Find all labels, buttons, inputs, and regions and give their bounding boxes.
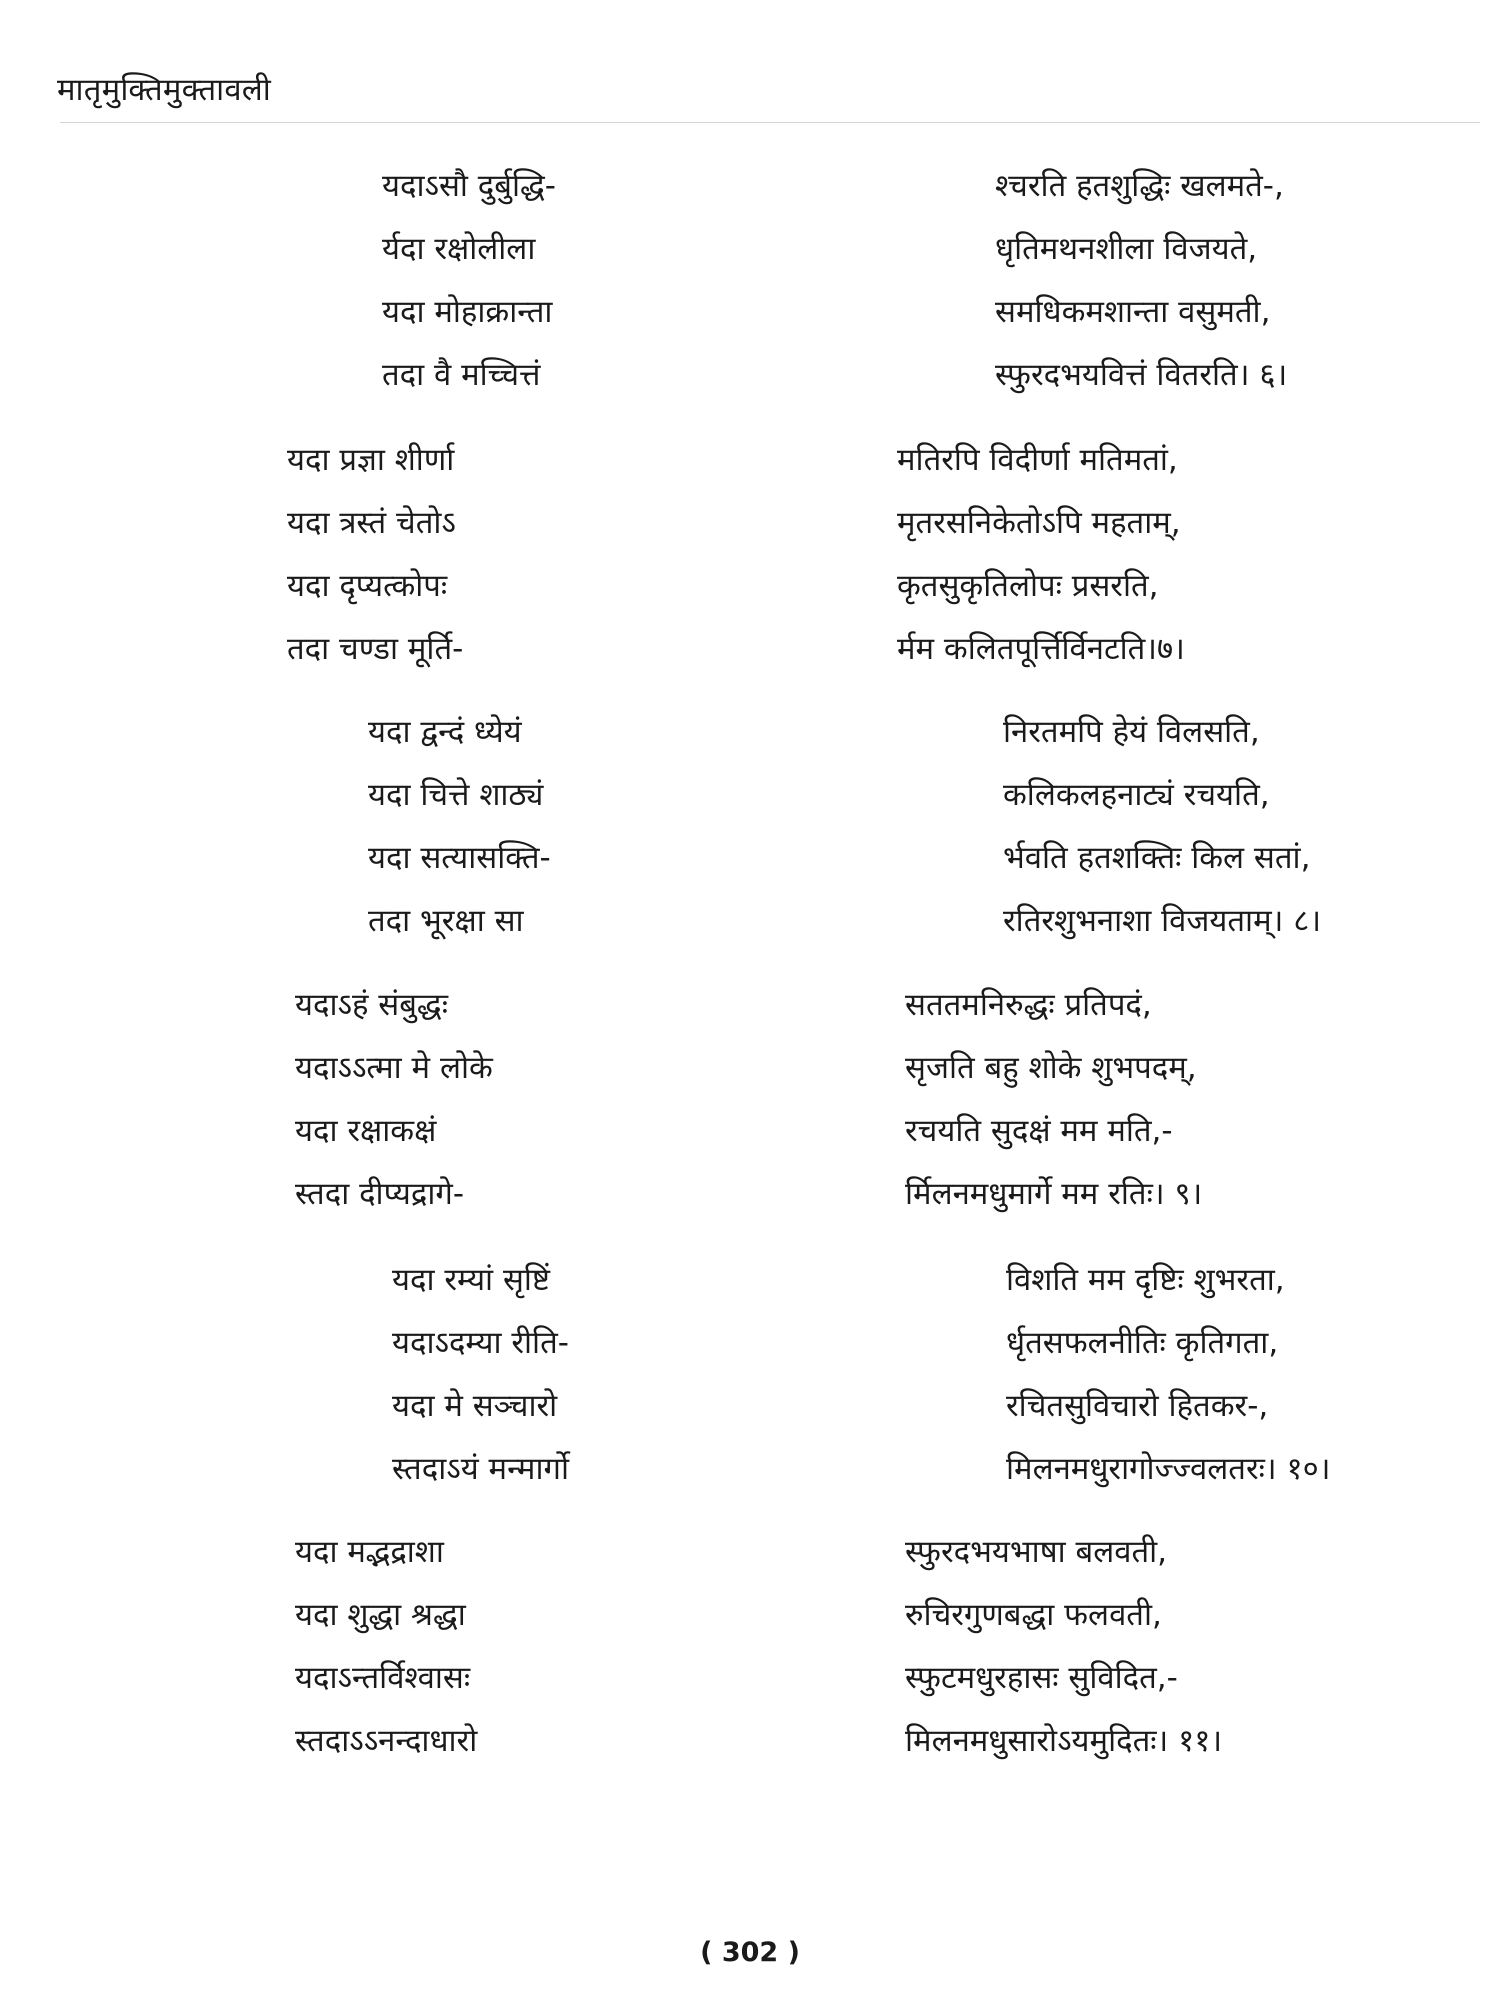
verse-line-second-half: सृजति बहु शोके शुभपदम्, [905, 1050, 1197, 1086]
verse-line-second-half: मिलनमधुसारोऽयमुदितः। ११। [905, 1723, 1223, 1759]
verse-line [0, 1386, 1500, 1449]
verse-line-second-half: कृतसुकृतिलोपः प्रसरति, [897, 568, 1159, 604]
header-rule [60, 122, 1480, 123]
verse-line-first-half: र्यदा रक्षोलीला [382, 231, 536, 267]
verse-line-second-half: रतिरशुभनाशा विजयताम्। ८। [1003, 903, 1322, 939]
verse-line [0, 229, 1500, 292]
verse-line-first-half: यदा रम्यां सृष्टिं [392, 1262, 551, 1298]
verse-line-first-half: यदा सत्यासक्ति- [368, 840, 551, 876]
verse-line [0, 1449, 1500, 1512]
verse-line-first-half: स्तदा दीप्यद्रागे- [295, 1176, 465, 1212]
verse-7 [0, 440, 1500, 692]
verse-line-first-half: यदा चित्ते शाठ्यं [368, 777, 544, 813]
verse-line-first-half: यदा द्वन्दं ध्येयं [368, 714, 522, 750]
verse-line-second-half: र्मिलनमधुमार्गे मम रतिः। ९। [905, 1176, 1203, 1212]
verse-line [0, 1111, 1500, 1174]
verse-line-first-half: यदाऽहं संबुद्धः [295, 987, 448, 1023]
verse-line-first-half: यदा मे सञ्चारो [392, 1388, 558, 1424]
verse-line-second-half: स्फुरदभयवित्तं वितरति। ६। [995, 357, 1288, 393]
running-head: मातृमुक्तिमुक्तावली [57, 72, 272, 108]
verse-line [0, 355, 1500, 418]
verse-line-first-half: यदाऽदम्या रीति- [392, 1325, 569, 1361]
verse-line [0, 1658, 1500, 1721]
verse-line [0, 1260, 1500, 1323]
verse-line-second-half: र्मम कलितपूर्त्तिर्विनटति।७। [897, 631, 1185, 667]
verse-line [0, 1595, 1500, 1658]
verse-line [0, 1174, 1500, 1237]
verse-line [0, 838, 1500, 901]
verse-line-first-half: यदा मद्भद्राशा [295, 1534, 444, 1570]
verse-line-second-half: र्भवति हतशक्तिः किल सतां, [1003, 840, 1311, 876]
verse-11 [0, 1532, 1500, 1784]
verse-line-first-half: यदा दृप्यत्कोपः [287, 568, 448, 604]
verse-line [0, 775, 1500, 838]
verse-line-second-half: धृतिमथनशीला विजयते, [995, 231, 1258, 267]
verse-line-first-half: स्तदाऽयं मन्मार्गो [392, 1451, 569, 1487]
verse-line-first-half: यदा मोहाक्रान्ता [382, 294, 553, 330]
verse-line-second-half: श्चरति हतशुद्धिः खलमते-, [995, 168, 1284, 204]
verse-9 [0, 985, 1500, 1237]
verse-10 [0, 1260, 1500, 1512]
verse-line [0, 1532, 1500, 1595]
page-number: ( 302 ) [700, 1937, 800, 1968]
verse-line [0, 901, 1500, 964]
verse-line-first-half: यदा त्रस्तं चेतोऽ [287, 505, 456, 541]
verse-line-second-half: स्फुरदभयभाषा बलवती, [905, 1534, 1168, 1570]
verse-line [0, 629, 1500, 692]
verse-line-second-half: रुचिरगुणबद्धा फलवती, [905, 1597, 1162, 1633]
verse-line-first-half: यदाऽऽत्मा मे लोके [295, 1050, 493, 1086]
verse-line-first-half: स्तदाऽऽनन्दाधारो [295, 1723, 478, 1759]
verse-line [0, 985, 1500, 1048]
verse-line-second-half: मृतरसनिकेतोऽपि महताम्, [897, 505, 1181, 541]
verse-line-second-half: मतिरपि विदीर्णा मतिमतां, [897, 442, 1178, 478]
verse-line [0, 1721, 1500, 1784]
verse-line-first-half: तदा भूरक्षा सा [368, 903, 524, 939]
verse-line [0, 503, 1500, 566]
verse-6 [0, 166, 1500, 418]
verse-line [0, 1048, 1500, 1111]
verse-line-second-half: रचितसुविचारो हितकर-, [1006, 1388, 1269, 1424]
verse-line-first-half: यदा रक्षाकक्षं [295, 1113, 437, 1149]
verse-line [0, 292, 1500, 355]
verse-line-first-half: यदाऽसौ दुर्बुद्धि- [382, 168, 556, 204]
verse-line-second-half: रचयति सुदक्षं मम मति,- [905, 1113, 1173, 1149]
verse-line [0, 166, 1500, 229]
verse-line-second-half: निरतमपि हेयं विलसति, [1003, 714, 1260, 750]
verse-line [0, 1323, 1500, 1386]
verse-line-second-half: सततमनिरुद्धः प्रतिपदं, [905, 987, 1152, 1023]
verse-line-second-half: कलिकलहनाट्यं रचयति, [1003, 777, 1270, 813]
verse-line [0, 566, 1500, 629]
verse-line-first-half: तदा वै मच्चित्तं [382, 357, 541, 393]
verse-line-second-half: स्फुटमधुरहासः सुविदित,- [905, 1660, 1178, 1696]
verse-line-first-half: यदा शुद्धा श्रद्धा [295, 1597, 466, 1633]
verse-line-second-half: विशति मम दृष्टिः शुभरता, [1006, 1262, 1285, 1298]
verse-line-first-half: तदा चण्डा मूर्ति- [287, 631, 464, 667]
verse-line-second-half: मिलनमधुरागोज्ज्वलतरः। १०। [1006, 1451, 1331, 1487]
verse-8 [0, 712, 1500, 964]
verse-line [0, 712, 1500, 775]
verse-line-second-half: समधिकमशान्ता वसुमती, [995, 294, 1271, 330]
verse-line [0, 440, 1500, 503]
verse-line-first-half: यदाऽन्तर्विश्वासः [295, 1660, 471, 1696]
verse-line-first-half: यदा प्रज्ञा शीर्णा [287, 442, 455, 478]
verse-line-second-half: र्धृतसफलनीतिः कृतिगता, [1006, 1325, 1279, 1361]
